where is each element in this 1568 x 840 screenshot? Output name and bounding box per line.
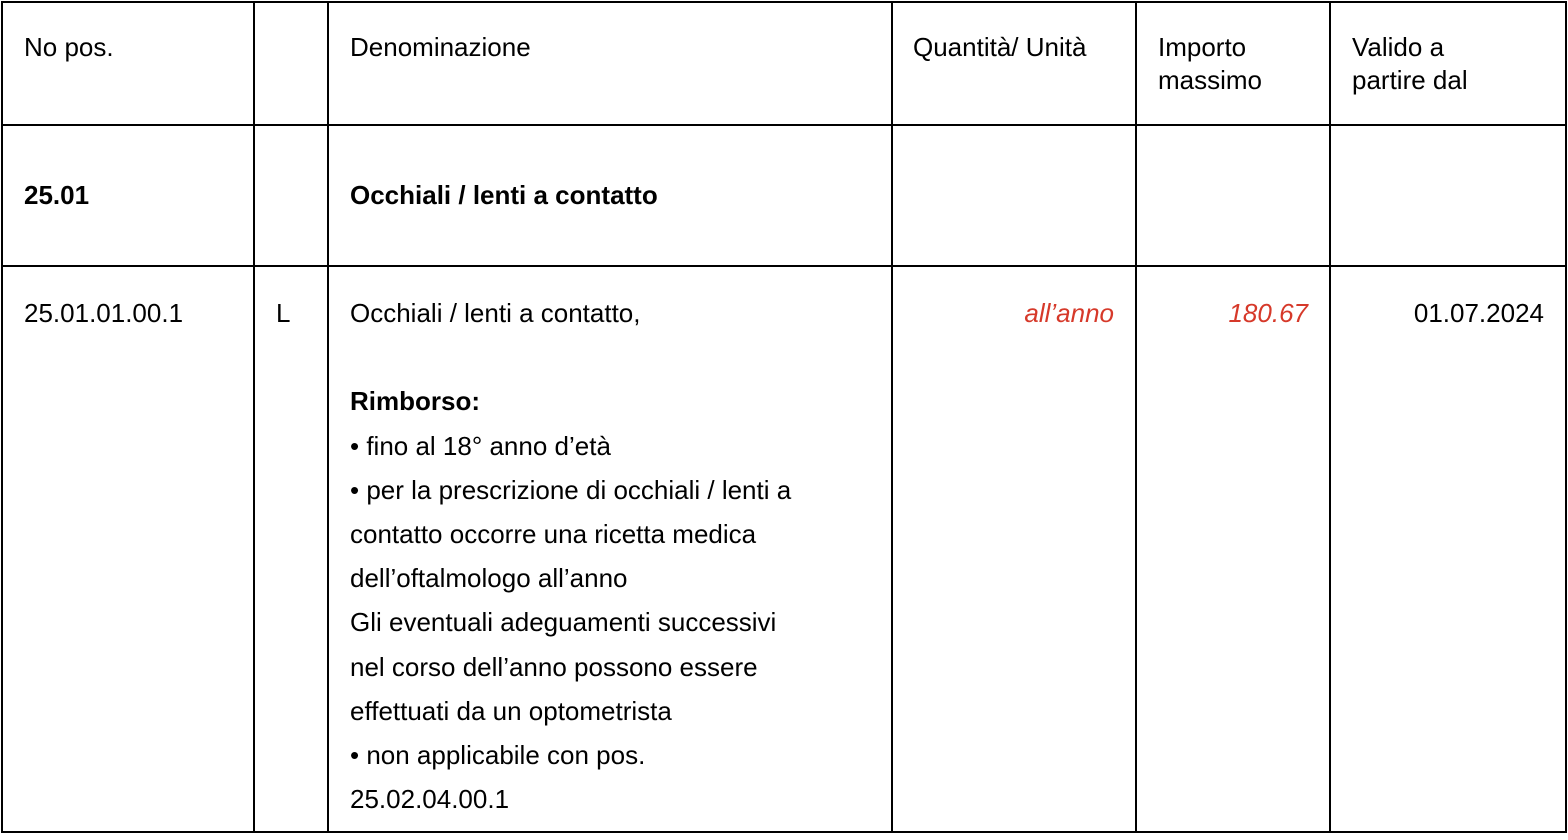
tariff-table bbox=[1, 1, 1567, 833]
description-line: Gli eventuali adeguamenti successivi bbox=[350, 607, 777, 638]
description-line: effettuati da un optometrista bbox=[350, 695, 672, 726]
header-code bbox=[254, 2, 328, 125]
header-amount-line2: massimo bbox=[1158, 65, 1263, 95]
header-valid bbox=[1330, 2, 1566, 125]
section-code bbox=[254, 125, 328, 266]
item-description bbox=[328, 266, 892, 832]
description-line: dell’oftalmologo all’anno bbox=[350, 563, 628, 594]
description-line: • per la prescrizione di occhiali / lenti a bbox=[350, 474, 792, 505]
header-amount bbox=[1136, 2, 1330, 125]
item-code: L bbox=[254, 266, 328, 832]
item-name: Occhiali / lenti a contatto, bbox=[350, 298, 641, 328]
header-valid-line2: partire dal bbox=[1352, 65, 1468, 95]
description-line: nel corso dell’anno possono essere bbox=[350, 651, 758, 682]
section-amount bbox=[1136, 125, 1330, 266]
description-line: • fino al 18° anno d’età bbox=[350, 430, 611, 461]
header-pos: No pos. bbox=[2, 2, 254, 125]
item-amount: 180.67 bbox=[1136, 266, 1330, 832]
table-row bbox=[2, 266, 1566, 832]
description-line: 25.02.04.00.1 bbox=[350, 784, 510, 815]
header-name: Denominazione bbox=[328, 2, 892, 125]
section-qty bbox=[892, 125, 1136, 266]
item-valid-from: 01.07.2024 bbox=[1330, 266, 1566, 832]
description-line: • non applicabile con pos. bbox=[350, 740, 646, 771]
header-row bbox=[2, 2, 1566, 125]
description-line: contatto occorre una ricetta medica bbox=[350, 519, 757, 549]
section-valid bbox=[1330, 125, 1566, 266]
section-name: Occhiali / lenti a contatto bbox=[328, 125, 892, 266]
item-pos: 25.01.01.00.1 bbox=[2, 266, 254, 832]
section-pos: 25.01 bbox=[2, 125, 254, 266]
header-qty: Quantità/ Unità bbox=[892, 2, 1136, 125]
section-row bbox=[2, 125, 1566, 266]
header-valid-line1: Valido a bbox=[1352, 32, 1445, 62]
item-qty: all’anno bbox=[892, 266, 1136, 832]
rimborso-label: Rimborso: bbox=[350, 386, 480, 417]
header-amount-line1: Importo bbox=[1158, 32, 1247, 62]
